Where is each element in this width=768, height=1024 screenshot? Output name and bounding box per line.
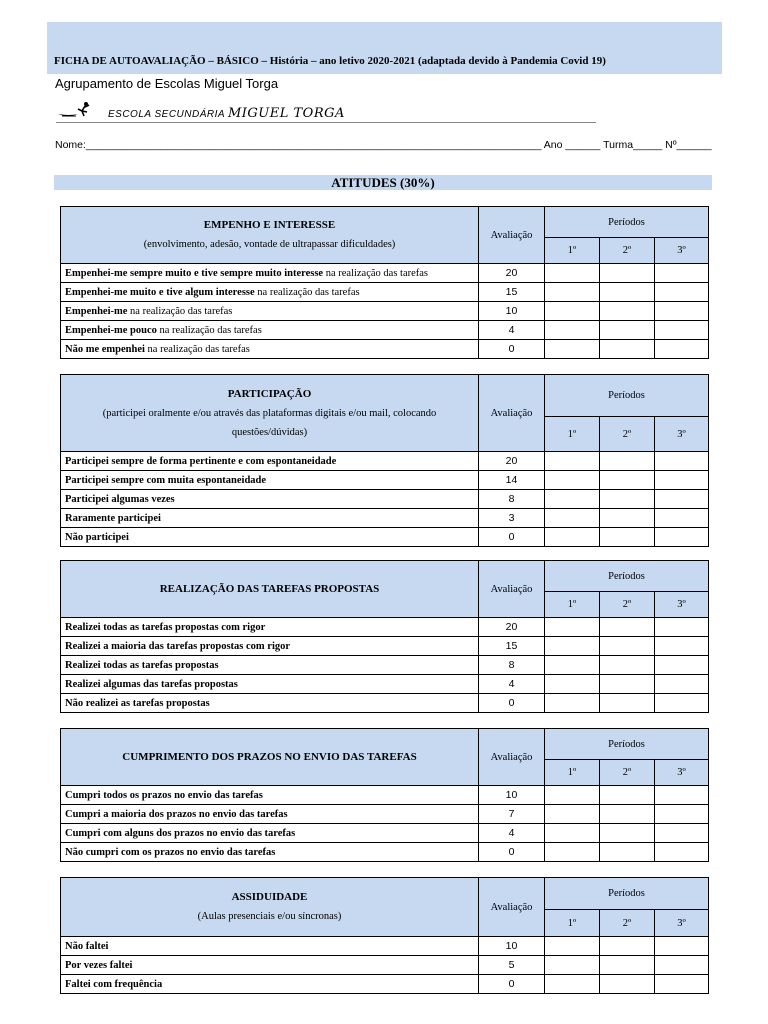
score-value: 5 <box>479 956 545 975</box>
period-p3-header: 3º <box>655 760 709 786</box>
table-row <box>61 528 709 547</box>
period-1-cell[interactable] <box>545 786 600 805</box>
criterion-text <box>61 786 479 805</box>
period-p3-header: 3º <box>655 417 709 452</box>
score-value: 20 <box>479 452 545 471</box>
score-value: 14 <box>479 471 545 490</box>
criterion-rest: na realização das tarefas <box>127 305 233 317</box>
criterion-bold: Não realizei as tarefas propostas <box>65 697 210 709</box>
criterion-rest: na realização das tarefas <box>156 324 262 336</box>
table-row <box>61 490 709 509</box>
criterion-bold: Participei sempre com muita espontaneidade <box>65 474 267 486</box>
period-2-cell[interactable] <box>600 283 655 302</box>
table-row <box>61 471 709 490</box>
criterion-rest: na realização das tarefas <box>144 343 250 355</box>
period-2-cell[interactable] <box>600 786 655 805</box>
period-3-cell[interactable] <box>655 490 709 509</box>
document-title: FICHA DE AUTOAVALIAÇÃO – BÁSICO – História – ano letivo 2020-2021 (adaptada devido à Pandemia Covid 19) <box>54 55 606 67</box>
student-info-line[interactable]: Nome:______________________________________________________________________________ Ano ______ Turma_____ Nº______ <box>55 139 712 151</box>
period-3-cell[interactable] <box>655 824 709 843</box>
score-value: 8 <box>479 656 545 675</box>
period-3-cell[interactable] <box>655 786 709 805</box>
period-2-cell[interactable] <box>600 694 655 713</box>
criterion-bold: Empenhei-me <box>65 305 128 317</box>
evaluation-table <box>60 206 709 359</box>
period-3-cell[interactable] <box>655 471 709 490</box>
criterion-text <box>61 805 479 824</box>
period-3-cell[interactable] <box>655 321 709 340</box>
period-3-cell[interactable] <box>655 937 709 956</box>
table-row <box>61 302 709 321</box>
evaluation-table <box>60 728 709 862</box>
criterion-text <box>61 656 479 675</box>
criterion-text <box>61 340 479 359</box>
criterion-text <box>61 471 479 490</box>
period-3-cell[interactable] <box>655 656 709 675</box>
period-2-cell[interactable] <box>600 843 655 862</box>
criterion-text <box>61 509 479 528</box>
section-header <box>61 207 479 264</box>
criterion-bold: Realizei todas as tarefas propostas com rigor <box>65 621 266 633</box>
period-3-cell[interactable] <box>655 694 709 713</box>
period-1-cell[interactable] <box>545 490 600 509</box>
avaliacao-header: Avaliação <box>479 561 545 618</box>
score-value: 4 <box>479 824 545 843</box>
school-logo <box>56 100 596 123</box>
period-3-cell[interactable] <box>655 975 709 994</box>
score-value: 8 <box>479 490 545 509</box>
section-header <box>61 729 479 786</box>
criterion-rest: na realização das tarefas <box>323 267 429 279</box>
period-p2-header: 2º <box>600 417 655 452</box>
score-value: 0 <box>479 340 545 359</box>
period-3-cell[interactable] <box>655 675 709 694</box>
period-p2-header: 2º <box>600 760 655 786</box>
section-title: CUMPRIMENTO DOS PRAZOS NO ENVIO DAS TAREFAS <box>122 750 417 763</box>
table-row <box>61 283 709 302</box>
criterion-bold: Realizei algumas das tarefas propostas <box>65 678 238 690</box>
period-p1-header: 1º <box>545 238 600 264</box>
period-3-cell[interactable] <box>655 843 709 862</box>
criterion-bold: Não participei <box>65 531 129 543</box>
score-value: 0 <box>479 843 545 862</box>
period-3-cell[interactable] <box>655 509 709 528</box>
score-value: 20 <box>479 618 545 637</box>
criterion-bold: Faltei com frequência <box>65 978 163 990</box>
period-2-cell[interactable] <box>600 937 655 956</box>
table-row <box>61 975 709 994</box>
period-3-cell[interactable] <box>655 340 709 359</box>
score-value: 20 <box>479 264 545 283</box>
score-value: 0 <box>479 528 545 547</box>
periodos-header: Períodos <box>545 375 709 417</box>
table-row <box>61 675 709 694</box>
section-subtitle: (participei oralmente e/ou através das plataformas digitais e/ou mail, colocando questões/dúvidas) <box>102 407 437 438</box>
period-2-cell[interactable] <box>600 471 655 490</box>
attitudes-heading: ATITUDES (30%) <box>54 175 712 190</box>
period-2-cell[interactable] <box>600 675 655 694</box>
avaliacao-header: Avaliação <box>479 729 545 786</box>
period-3-cell[interactable] <box>655 528 709 547</box>
table-row <box>61 509 709 528</box>
section-subtitle: (Aulas presenciais e/ou síncronas) <box>197 911 342 922</box>
section-header <box>61 878 479 937</box>
period-p3-header: 3º <box>655 910 709 937</box>
section-title: ASSIDUIDADE <box>231 891 308 903</box>
period-1-cell[interactable] <box>545 824 600 843</box>
period-p1-header: 1º <box>545 592 600 618</box>
section-title: REALIZAÇÃO DAS TAREFAS PROPOSTAS <box>159 582 380 595</box>
evaluation-table <box>60 560 709 713</box>
criterion-text <box>61 637 479 656</box>
period-1-cell[interactable] <box>545 321 600 340</box>
period-1-cell[interactable] <box>545 937 600 956</box>
period-3-cell[interactable] <box>655 618 709 637</box>
criterion-text <box>61 490 479 509</box>
period-p3-header: 3º <box>655 238 709 264</box>
period-1-cell[interactable] <box>545 302 600 321</box>
period-2-cell[interactable] <box>600 340 655 359</box>
periodos-header: Períodos <box>545 878 709 910</box>
section-subtitle: (envolvimento, adesão, vontade de ultrapassar dificuldades) <box>143 239 396 250</box>
school-group-name: Agrupamento de Escolas Miguel Torga <box>55 76 279 91</box>
period-p1-header: 1º <box>545 910 600 937</box>
table-row <box>61 340 709 359</box>
criterion-bold: Empenhei-me pouco <box>65 324 157 336</box>
criterion-bold: Realizei todas as tarefas propostas <box>65 659 219 671</box>
period-3-cell[interactable] <box>655 452 709 471</box>
period-2-cell[interactable] <box>600 490 655 509</box>
criterion-text <box>61 694 479 713</box>
evaluation-table <box>60 877 709 994</box>
criterion-bold: Cumpri a maioria dos prazos no envio das tarefas <box>65 808 288 820</box>
table-row <box>61 637 709 656</box>
school-logo-text <box>108 106 345 121</box>
period-2-cell[interactable] <box>600 975 655 994</box>
period-2-cell[interactable] <box>600 637 655 656</box>
score-value: 0 <box>479 694 545 713</box>
period-2-cell[interactable] <box>600 452 655 471</box>
period-1-cell[interactable] <box>545 471 600 490</box>
periodos-header: Períodos <box>545 729 709 760</box>
period-1-cell[interactable] <box>545 975 600 994</box>
evaluation-table <box>60 374 709 547</box>
period-2-cell[interactable] <box>600 956 655 975</box>
periodos-header: Períodos <box>545 561 709 592</box>
period-2-cell[interactable] <box>600 302 655 321</box>
period-1-cell[interactable] <box>545 956 600 975</box>
score-value: 15 <box>479 637 545 656</box>
table-row <box>61 694 709 713</box>
period-2-cell[interactable] <box>600 528 655 547</box>
table-row <box>61 956 709 975</box>
criterion-bold: Por vezes faltei <box>65 959 133 971</box>
table-row <box>61 321 709 340</box>
criterion-bold: Participei sempre de forma pertinente e com espontaneidade <box>65 455 337 467</box>
score-value: 10 <box>479 786 545 805</box>
criterion-text <box>61 618 479 637</box>
table-row <box>61 618 709 637</box>
section-title: PARTICIPAÇÃO <box>227 387 312 400</box>
score-value: 15 <box>479 283 545 302</box>
running-figure-icon <box>56 100 100 120</box>
criterion-text <box>61 452 479 471</box>
table-row <box>61 452 709 471</box>
table-row <box>61 937 709 956</box>
criterion-bold: Cumpri todos os prazos no envio das tarefas <box>65 789 263 801</box>
period-2-cell[interactable] <box>600 618 655 637</box>
criterion-text <box>61 824 479 843</box>
period-1-cell[interactable] <box>545 283 600 302</box>
period-1-cell[interactable] <box>545 805 600 824</box>
period-2-cell[interactable] <box>600 805 655 824</box>
period-p2-header: 2º <box>600 910 655 937</box>
period-p1-header: 1º <box>545 760 600 786</box>
criterion-text <box>61 528 479 547</box>
table-row <box>61 843 709 862</box>
avaliacao-header: Avaliação <box>479 207 545 264</box>
period-3-cell[interactable] <box>655 302 709 321</box>
criterion-text <box>61 283 479 302</box>
period-2-cell[interactable] <box>600 824 655 843</box>
periodos-header: Períodos <box>545 207 709 238</box>
score-value: 4 <box>479 321 545 340</box>
criterion-text <box>61 675 479 694</box>
period-1-cell[interactable] <box>545 843 600 862</box>
criterion-text <box>61 975 479 994</box>
avaliacao-header: Avaliação <box>479 878 545 937</box>
criterion-bold: Não me empenhei <box>65 343 145 355</box>
period-p3-header: 3º <box>655 592 709 618</box>
period-2-cell[interactable] <box>600 264 655 283</box>
criterion-bold: Não cumpri com os prazos no envio das tarefas <box>65 846 276 858</box>
period-p1-header: 1º <box>545 417 600 452</box>
period-1-cell[interactable] <box>545 452 600 471</box>
criterion-text <box>61 956 479 975</box>
section-header <box>61 375 479 452</box>
criterion-text <box>61 302 479 321</box>
score-value: 10 <box>479 302 545 321</box>
score-value: 3 <box>479 509 545 528</box>
criterion-bold: Participei algumas vezes <box>65 493 175 505</box>
period-3-cell[interactable] <box>655 264 709 283</box>
criterion-bold: Realizei a maioria das tarefas propostas com rigor <box>65 640 291 652</box>
criterion-text <box>61 937 479 956</box>
period-1-cell[interactable] <box>545 637 600 656</box>
score-value: 7 <box>479 805 545 824</box>
period-p2-header: 2º <box>600 592 655 618</box>
period-2-cell[interactable] <box>600 321 655 340</box>
score-value: 4 <box>479 675 545 694</box>
period-1-cell[interactable] <box>545 656 600 675</box>
period-2-cell[interactable] <box>600 509 655 528</box>
period-1-cell[interactable] <box>545 528 600 547</box>
logo-school-label: ESCOLA SECUNDÁRIA <box>108 109 228 120</box>
period-3-cell[interactable] <box>655 637 709 656</box>
period-1-cell[interactable] <box>545 675 600 694</box>
criterion-bold: Não faltei <box>65 940 109 952</box>
period-3-cell[interactable] <box>655 956 709 975</box>
score-value: 0 <box>479 975 545 994</box>
table-row <box>61 805 709 824</box>
period-1-cell[interactable] <box>545 264 600 283</box>
logo-school-name: MIGUEL TORGA <box>227 106 345 121</box>
period-1-cell[interactable] <box>545 509 600 528</box>
criterion-bold: Empenhei-me sempre muito e tive sempre muito interesse <box>65 267 324 279</box>
period-3-cell[interactable] <box>655 805 709 824</box>
period-1-cell[interactable] <box>545 694 600 713</box>
period-2-cell[interactable] <box>600 656 655 675</box>
table-row <box>61 656 709 675</box>
section-title: EMPENHO E INTERESSE <box>203 219 336 231</box>
period-p2-header: 2º <box>600 238 655 264</box>
criterion-bold: Cumpri com alguns dos prazos no envio das tarefas <box>65 827 296 839</box>
criterion-bold: Empenhei-me muito e tive algum interesse <box>65 286 255 298</box>
period-1-cell[interactable] <box>545 618 600 637</box>
criterion-text <box>61 843 479 862</box>
table-row <box>61 786 709 805</box>
period-1-cell[interactable] <box>545 340 600 359</box>
criterion-bold: Raramente participei <box>65 512 161 524</box>
period-3-cell[interactable] <box>655 283 709 302</box>
score-value: 10 <box>479 937 545 956</box>
section-header <box>61 561 479 618</box>
criterion-rest: na realização das tarefas <box>254 286 360 298</box>
criterion-text <box>61 264 479 283</box>
criterion-text <box>61 321 479 340</box>
table-row <box>61 264 709 283</box>
avaliacao-header: Avaliação <box>479 375 545 452</box>
table-row <box>61 824 709 843</box>
